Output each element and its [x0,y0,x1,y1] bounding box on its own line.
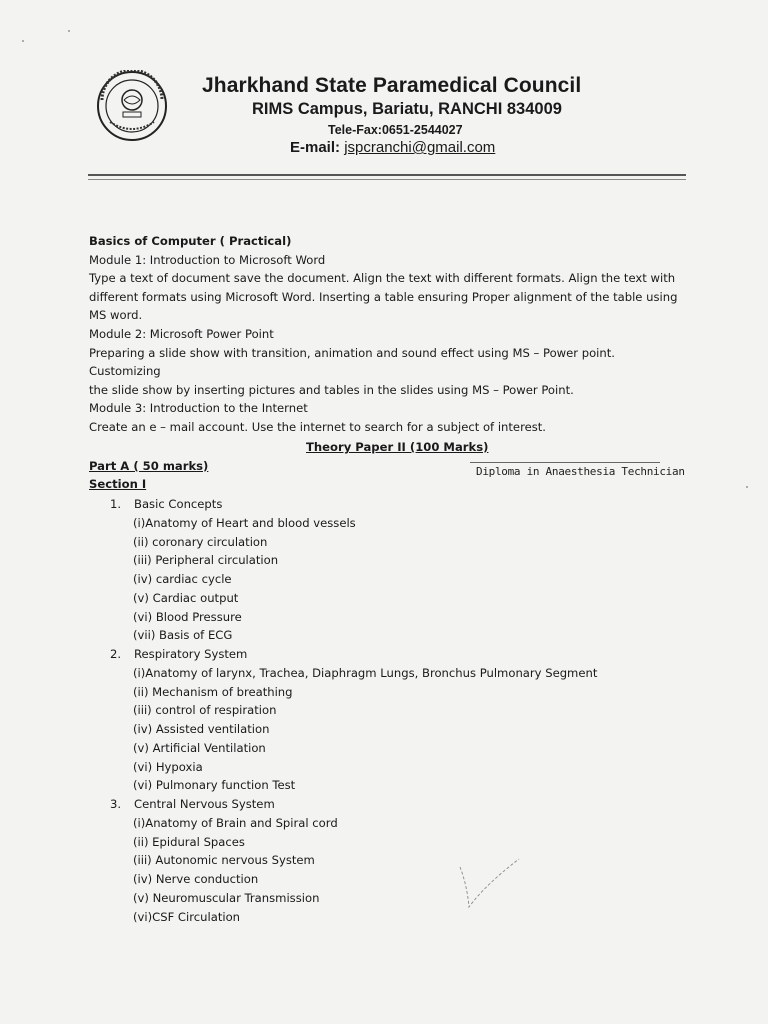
topic-subitem: (iii) Autonomic nervous System [133,853,315,868]
topic-number: 3. [110,797,122,811]
topic-subitem: (v) Neuromuscular Transmission [133,890,320,905]
topic-subitem: (iv) Assisted ventilation [133,722,270,736]
topic-title: Central Nervous System [134,797,275,811]
stamp-underline [470,462,660,463]
scan-speck [746,486,748,488]
topic-subitem: (vi)CSF Circulation [133,909,241,924]
topic-title: Basic Concepts [134,497,223,511]
topic-subitem: (iv) Nerve conduction [133,872,259,886]
practical-line: Type a text of document save the document. Align the text with different formats. Align the text with [89,271,676,286]
practical-section [89,232,689,437]
topic-subitem: (v) Artificial Ventilation [133,740,266,755]
scan-speck [68,30,70,32]
syllabus-topic [89,495,689,645]
syllabus-topic [89,795,689,926]
topic-number: 2. [110,647,122,661]
theory-paper-title: Theory Paper II (100 Marks) [306,440,489,454]
topic-heading [89,645,689,664]
topic-subitem: (vi) Hypoxia [133,759,203,774]
topic-subitem: (vi) Blood Pressure [133,609,242,624]
topic-subitem: (i)Anatomy of Brain and Spiral cord [133,815,338,830]
part-title: Part A ( 50 marks) [89,459,209,473]
practical-line: Module 3: Introduction to the Internet [89,401,308,416]
council-seal-logo [96,70,168,142]
council-address: RIMS Campus, Bariatu, RANCHI 834009 [252,100,562,118]
practical-line: Module 2: Microsoft Power Point [89,326,274,341]
topic-heading [89,495,689,514]
email-address: jspcranchi@gmail.com [344,139,496,156]
practical-line: Module 1: Introduction to Microsoft Word [89,252,326,267]
council-telefax: Tele-Fax:0651-2544027 [328,123,463,137]
syllabus-outline [89,495,689,926]
section-title: Section I [89,477,147,491]
topic-subitem: (ii) coronary circulation [133,534,268,549]
practical-line: Create an e – mail account. Use the internet to search for a subject of interest. [89,419,546,434]
topic-subitem: (i)Anatomy of Heart and blood vessels [133,515,356,530]
practical-line: the slide show by inserting pictures and tables in the slides using MS – Power Point. [89,382,574,397]
topic-subitem: (ii) Epidural Spaces [133,834,245,849]
topic-subitem: (ii) Mechanism of breathing [133,684,293,699]
topic-subitem: (iv) cardiac cycle [133,572,232,586]
topic-subitem: (i)Anatomy of larynx, Trachea, Diaphragm Lungs, Bronchus Pulmonary Segment [133,665,598,680]
practical-line: different formats using Microsoft Word. Inserting a table ensuring Proper alignment of the table using [89,289,678,304]
syllabus-topic [89,645,689,795]
header-divider [88,174,686,176]
topic-subitem: (vi) Pulmonary function Test [133,778,296,793]
practical-title: Basics of Computer ( Practical) [89,234,292,248]
diploma-stamp: Diploma in Anaesthesia Technician [476,465,685,478]
practical-line: Preparing a slide show with transition, animation and sound effect using MS – Power point. Customizing [89,345,615,379]
scan-speck [22,40,24,42]
topic-subitem: (vii) Basis of ECG [133,628,233,643]
topic-heading [89,795,689,814]
council-email [290,139,495,156]
council-name: Jharkhand State Paramedical Council [202,74,582,97]
topic-subitem: (iii) control of respiration [133,703,277,718]
practical-line: MS word. [89,308,143,323]
handwritten-check-mark [455,855,525,915]
topic-subitem: (iii) Peripheral circulation [133,553,279,568]
topic-subitem: (v) Cardiac output [133,590,239,605]
email-label: E-mail: [290,139,341,156]
topic-number: 1. [110,497,122,511]
header-divider-thin [88,179,686,180]
topic-title: Respiratory System [134,647,248,661]
